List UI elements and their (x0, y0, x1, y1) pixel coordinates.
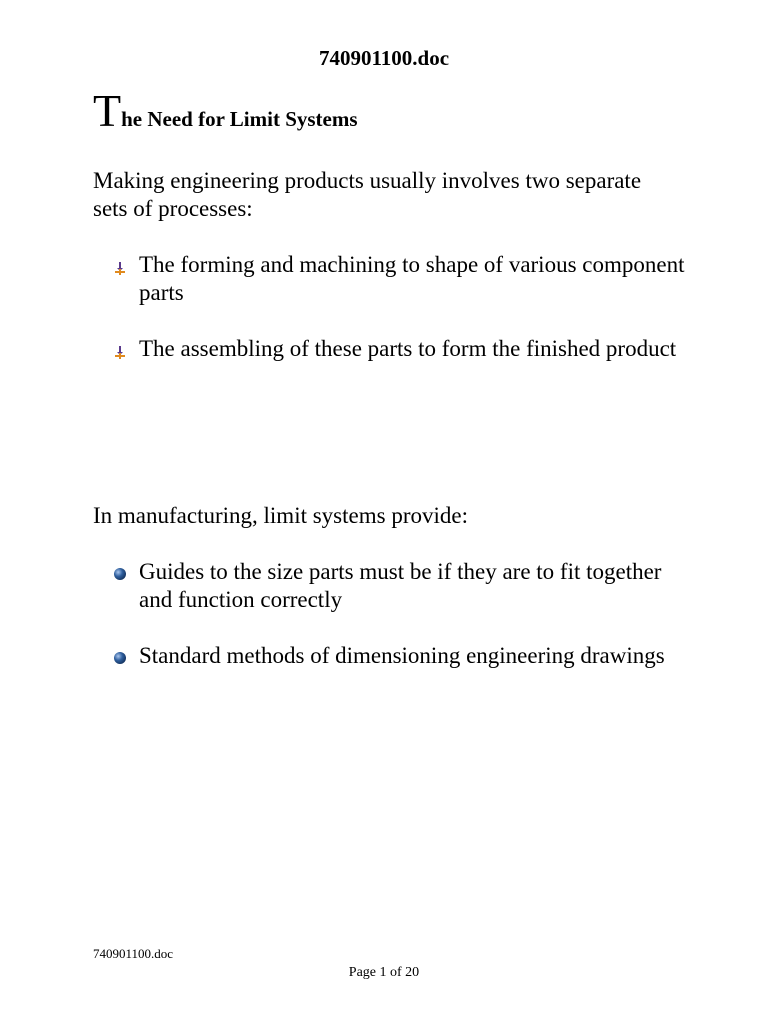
list-item-forming: The forming and machining to shape of various component parts (139, 252, 685, 305)
list-item-guides: Guides to the size parts must be if they are to fit together and function correctly (139, 559, 662, 612)
arrow-star-bullet-icon (112, 260, 128, 276)
arrow-star-bullet-icon (112, 344, 128, 360)
heading-text: he Need for Limit Systems (121, 107, 358, 131)
list-item-assembling: The assembling of these parts to form the finished product (139, 336, 677, 361)
footer-doc-name: 740901100.doc (93, 946, 174, 961)
footer-page-number: Page 1 of 20 (348, 965, 420, 980)
section-heading (93, 85, 358, 136)
document-header-title: 740901100.doc (318, 46, 450, 70)
intro-paragraph-limit-systems: In manufacturing, limit systems provide: (93, 503, 468, 528)
intro-paragraph-processes: Making engineering products usually involves two separate sets of processes: (93, 168, 642, 221)
blue-sphere-bullet-icon (112, 566, 128, 582)
list-item-standard-methods: Standard methods of dimensioning engineering drawings (139, 643, 665, 668)
heading-dropcap: T (93, 85, 122, 136)
blue-sphere-bullet-icon (112, 650, 128, 666)
